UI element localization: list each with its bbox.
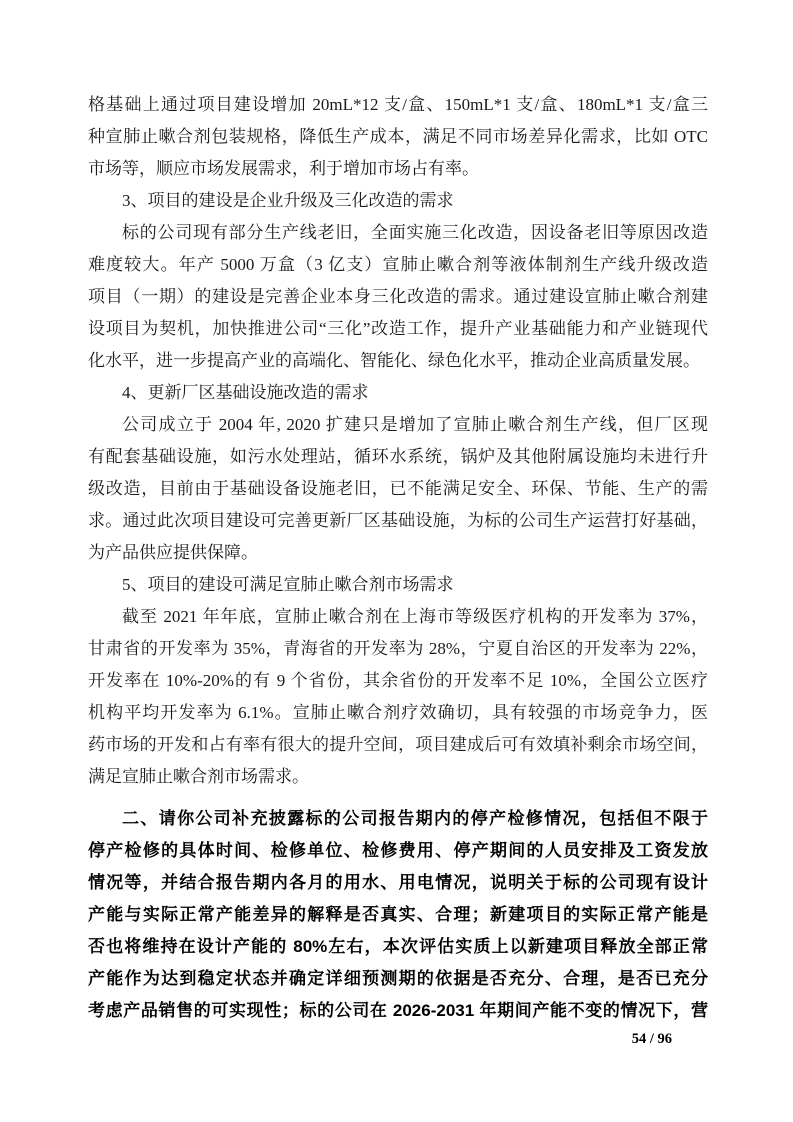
text-line: 二、请你公司补充披露标的公司报告期内的停产检修情况，包括但不限于	[122, 809, 708, 828]
text-line: 开发率在 10%-20%的有 9 个省份，其余省份的开发率不足 10%，全国公立医疗	[88, 671, 708, 690]
paragraph-section-4	[88, 409, 708, 569]
text-line: 甘肃省的开发率为 35%，青海省的开发率为 28%，宁夏自治区的开发率为 22%，	[88, 639, 708, 658]
text-line: 机构平均开发率为 6.1%。宣肺止嗽合剂疗效确切，具有较强的市场竞争力，医	[88, 703, 708, 722]
section-heading-5: 5、项目的建设可满足宣肺止嗽合剂市场需求	[122, 575, 454, 594]
page-footer	[88, 1029, 708, 1049]
text-line: 求。通过此次项目建设可完善更新厂区基础设施，为标的公司生产运营打好基础，	[88, 511, 708, 530]
text-line: 截至 2021 年年底，宣肺止嗽合剂在上海市等级医疗机构的开发率为 37%，	[122, 607, 708, 626]
text-line: 公司成立于 2004 年, 2020 扩建只是增加了宣肺止嗽合剂生产线，但厂区现	[122, 415, 708, 434]
text-line: 为产品供应提供保障。	[88, 543, 258, 562]
text-line: 考虑产品销售的可实现性；标的公司在 2026-2031 年期间产能不变的情况下，营	[88, 1001, 708, 1020]
paragraph-section-5	[88, 601, 708, 793]
text-line: 有配套基础设施，如污水处理站，循环水系统，锅炉及其他附属设施均未进行升	[88, 447, 708, 466]
text-line: 药市场的开发和占有率有很大的提升空间，项目建成后可有效填补剩余市场空间，	[88, 735, 708, 754]
section-heading-3: 3、项目的建设是企业升级及三化改造的需求	[122, 191, 454, 210]
text-line: 种宣肺止嗽合剂包装规格，降低生产成本，满足不同市场差异化需求，比如 OTC	[88, 127, 708, 146]
text-line: 市场等，顺应市场发展需求，利于增加市场占有率。	[88, 159, 479, 178]
inquiry-question-2	[88, 803, 708, 1027]
text-line: 情况等，并结合报告期内各月的用水、用电情况，说明关于标的公司现有设计	[88, 873, 708, 892]
text-line: 产能作为达到稳定状态并确定详细预测期的依据是否充分、合理，是否已充分	[88, 969, 708, 988]
section-heading-4: 4、更新厂区基础设施改造的需求	[122, 383, 369, 402]
page-content	[88, 89, 708, 1049]
text-line: 化水平，进一步提高产业的高端化、智能化、绿色化水平，推动企业高质量发展。	[88, 351, 700, 370]
text-line: 级改造，目前由于基础设备设施老旧，已不能满足安全、环保、节能、生产的需	[88, 479, 708, 498]
text-line: 格基础上通过项目建设增加 20mL*12 支/盒、150mL*1 支/盒、180mL*1 支/盒三	[88, 95, 708, 114]
text-line: 满足宣肺止嗽合剂市场需求。	[88, 767, 309, 786]
text-line: 项目（一期）的建设是完善企业本身三化改造的需求。通过建设宣肺止嗽合剂建	[88, 287, 708, 306]
text-line: 难度较大。年产 5000 万盒（3 亿支）宣肺止嗽合剂等液体制剂生产线升级改造	[88, 255, 708, 274]
text-line: 停产检修的具体时间、检修单位、检修费用、停产期间的人员安排及工资发放	[88, 841, 708, 860]
text-line: 否也将维持在设计产能的 80%左右，本次评估实质上以新建项目释放全部正常	[88, 937, 708, 956]
text-line: 设项目为契机，加快推进公司“三化”改造工作，提升产业基础能力和产业链现代	[88, 319, 708, 338]
paragraph-section-3	[88, 217, 708, 377]
page-number: 54 / 96	[631, 1031, 672, 1047]
paragraph-continuation	[88, 89, 708, 185]
text-line: 标的公司现有部分生产线老旧，全面实施三化改造，因设备老旧等原因改造	[122, 223, 708, 242]
text-line: 产能与实际正常产能差异的解释是否真实、合理；新建项目的实际正常产能是	[88, 905, 708, 924]
